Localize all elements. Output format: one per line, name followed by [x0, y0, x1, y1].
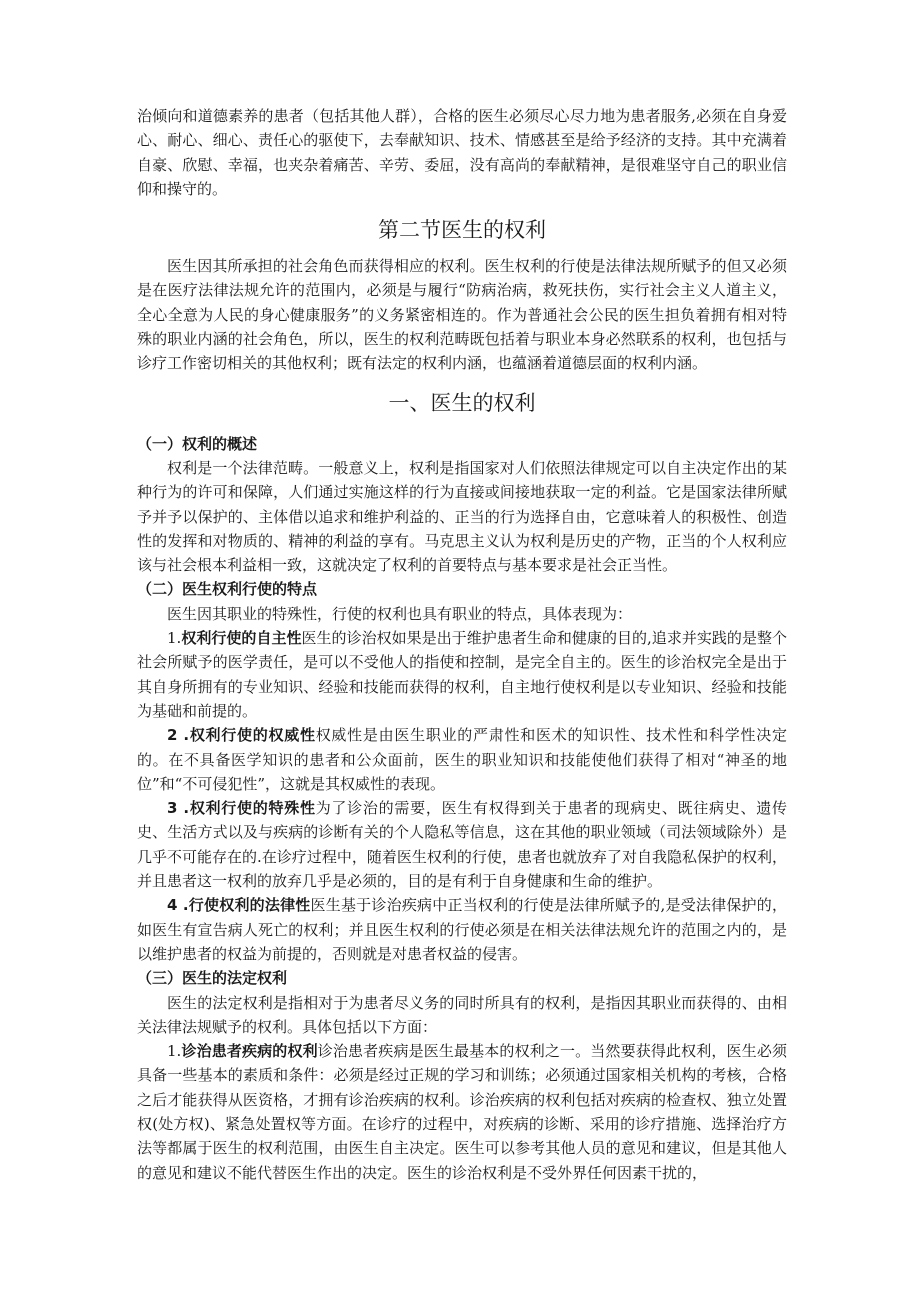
item-number: 4 . — [167, 896, 189, 915]
page-content — [137, 104, 787, 1185]
part2-item-2 — [137, 723, 787, 796]
section-intro-paragraph: 医生因其所承担的社会角色而获得相应的权利。医生权利的行使是法律法规所赋予的但又必须是在医疗法律法规允许的范围内，必须是与履行“防病治病，救死扶伤，实行社会主义人道主义，全心全意为人民的身心健康服务”的义务紧密相连的。作为普通社会公民的医生担负着拥有相对特殊的职业内涵的社会角色，所以，医生的权利范畴既包括着与职业本身必然联系的权利，也包括与诊疗工作密切相关的其他权利；既有法定的权利内涵，也蕴涵着道德层面的权利内涵。 — [137, 257, 787, 373]
part3-lead-paragraph: 医生的法定权利是指相对于为患者尽义务的同时所具有的权利，是指因其职业而获得的、由相关法律法规赋予的权利。具体包括以下方面： — [137, 993, 787, 1036]
part3-item-1 — [137, 1039, 787, 1185]
section-title: 第二节医生的权利 — [378, 218, 546, 243]
item-title: 诊治患者疾病的权利 — [181, 1042, 318, 1061]
item-title: 权利行使的自主性 — [181, 629, 302, 648]
item-number: 1. — [167, 629, 182, 648]
intro-paragraph: 治倾向和道德素养的患者（包括其他人群），合格的医生必须尽心尽力地为患者服务,必须在自身爱心、耐心、细心、责任心的驱使下，去奉献知识、技术、情感甚至是给予经济的支持。其中充满着自豪、欣慰、幸福，也夹杂着痛苦、辛劳、委屈，没有高尚的奉献精神，是很难坚守自己的职业信仰和操守的。 — [137, 107, 787, 198]
item-title: 权利行使的特殊性 — [189, 799, 316, 818]
item-title: 行使权利的法律性 — [188, 896, 311, 915]
item-text: 为了诊治的需要，医生有权得到关于患者的现病史、既往病史、遗传史、生活方式以及与疾病的诊断有关的个人隐私等信息，这在其他的职业领域（司法领域除外）是几乎不可能存在的.在诊疗过程中，随着医生权利的行使，患者也就放弃了对自我隐私保护的权利，并且患者这一权利的放弃几乎是必须的，目的是有利于自身健康和生命的维护。 — [137, 799, 787, 891]
part2-heading: （二）医生权利行使的特点 — [137, 580, 318, 599]
item-text: 医生基于诊治疾病中正当权利的行使是法律所赋予的,是受法律保护的，如医生有宣告病人死亡的权利；并且医生权利的行使必须是在相关法律法规允许的范围之内的，是以维护患者的权益为前提的，否则就是对患者权益的侵害。 — [137, 896, 787, 963]
item-text: 医生的诊治权如果是出于维护患者生命和健康的目的,追求并实践的是整个社会所赋予的医学责任，是可以不受他人的指使和控制，是完全自主的。医生的诊治权完全是出于其自身所拥有的专业知识、经验和技能而获得的权利，自主地行使权利是以专业知识、经验和技能为基础和前提的。 — [137, 629, 787, 720]
part2-item-4 — [137, 893, 787, 966]
part2-item-3 — [137, 796, 787, 893]
part3-heading: （三）医生的法定权利 — [137, 969, 288, 988]
item-text: 诊治患者疾病是医生最基本的权利之一。当然要获得此权利，医生必须具备一些基本的素质和条件：必须是经过正规的学习和训练；必须通过国家相关机构的考核，合格之后才能获得从医资格，才拥有诊治疾病的权利。诊治疾病的权利包括对疾病的检查权、独立处置权(处方权)、紧急处置权等方面。在诊疗的过程中，对疾病的诊断、采用的诊疗措施、选择治疗方法等都属于医生的权利范围，由医生自主决定。医生可以参考其他人员的意见和建议，但是其他人的意见和建议不能代替医生作出的决定。医生的诊治权利是不受外界任何因素干扰的， — [137, 1042, 787, 1182]
part1-paragraph: 权利是一个法律范畴。一般意义上，权利是指国家对人们依照法律规定可以自主决定作出的某种行为的许可和保障，人们通过实施这样的行为直接或间接地获取一定的利益。它是国家法律所赋予并予以保护的、主体借以追求和维护利益的、正当的行为选择自由，它意味着人的积极性、创造性的发挥和对物质的、精神的利益的享有。马克思主义认为权利是历史的产物，正当的个人权利应该与社会根本利益相一致，这就决定了权利的首要特点与基本要求是社会正当性。 — [137, 458, 787, 575]
part2-item-1 — [137, 626, 787, 723]
item-text: 权威性是由医生职业的严肃性和医术的知识性、技术性和科学性决定的。在不具备医学知识的患者和公众面前，医生的职业知识和技能使他们获得了相对“神圣的地位”和“不可侵犯性”，这就是其权威性的表现。 — [137, 726, 787, 793]
item-title: 权利行使的权威性 — [189, 726, 316, 745]
item-number: 1. — [167, 1042, 182, 1061]
item-number: 3 . — [167, 799, 190, 818]
item-number: 2 . — [167, 726, 190, 745]
part1-heading: （一）权利的概述 — [137, 434, 258, 453]
part2-lead-paragraph: 医生因其职业的特殊性，行使的权利也具有职业的特点，具体表现为： — [167, 604, 633, 623]
subsection-title: 一、医生的权利 — [388, 390, 536, 415]
